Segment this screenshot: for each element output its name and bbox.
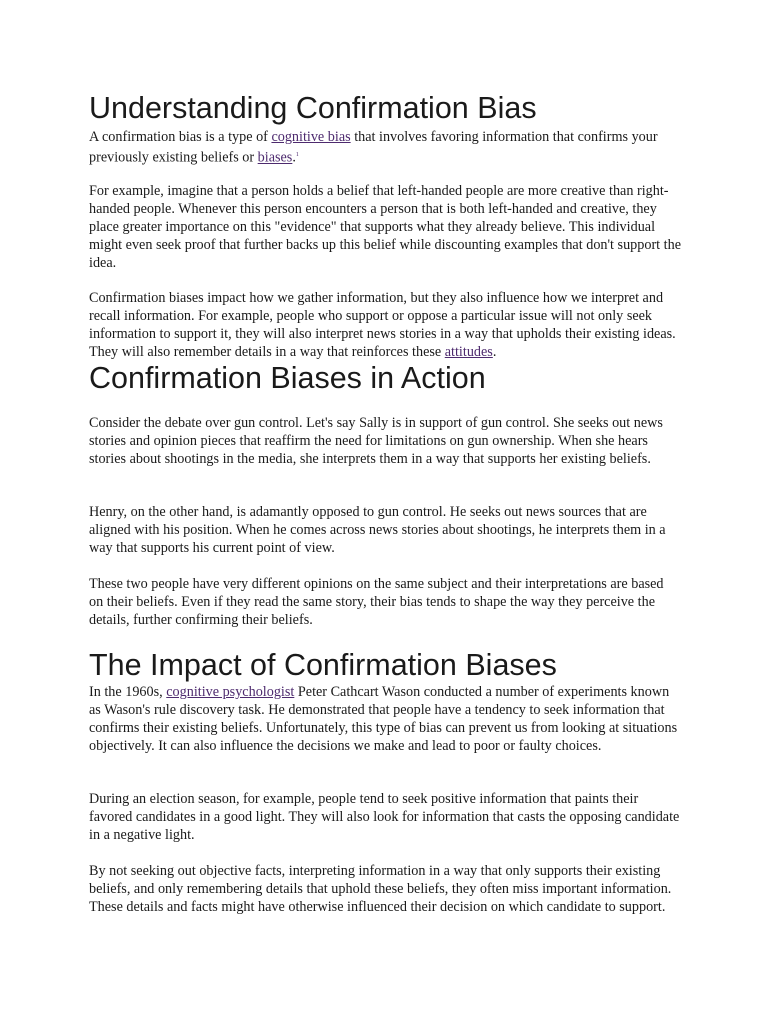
link-cognitive-psychologist[interactable]: cognitive psychologist — [166, 684, 295, 700]
heading-impact-of-confirmation-biases: The Impact of Confirmation Biases — [89, 648, 557, 682]
paragraph-text: that involves favoring information that confirms your previously existing beliefs or — [89, 129, 658, 166]
paragraph-wason-experiments — [89, 683, 681, 755]
paragraph-two-people: These two people have very different opinions on the same subject and their interpretations are based on their beliefs. Even if they read the same story, their bias tends to shape the way they perceive the details, further confirming their beliefs. — [89, 576, 664, 628]
link-biases[interactable]: biases — [257, 149, 293, 166]
heading-understanding-confirmation-bias: Understanding Confirmation Bias — [89, 91, 537, 125]
paragraph-henry-example: Henry, on the other hand, is adamantly opposed to gun control. He seeks out news sources that are aligned with his position. When he comes across news stories about shootings, he interprets them in a way that supports his current point of view. — [89, 504, 666, 556]
paragraph-text: . — [492, 344, 497, 360]
paragraph-text: . — [292, 149, 296, 166]
paragraph-text: A confirmation bias is a type of — [89, 129, 272, 145]
paragraph-example-left-handed: For example, imagine that a person holds a belief that left-handed people are more creative than right-handed people. Whenever this person encounters a person that is both left-handed and creative, they place greater importance on this "evidence" that supports what they already believe. This individual might even seek proof that further backs up this belief while discounting examples that don't support the idea. — [89, 183, 681, 271]
link-attitudes[interactable]: attitudes — [444, 344, 493, 360]
paragraph-sally-example: Consider the debate over gun control. Let's say Sally is in support of gun control. She seeks out news stories and opinion pieces that reaffirm the need for limitations on gun ownership. When she hears stories about shootings in the media, she interprets them in a way that supports her existing beliefs. — [89, 415, 663, 467]
paragraph-definition — [89, 128, 681, 167]
paragraph-text: Confirmation biases impact how we gather information, but they also influence how we interpret and recall information. For example, people who support or oppose a particular issue will not only seek information to support it, they will also interpret news stories in a way that upholds their existing ideas. They will also remember details in a way that reinforces these — [89, 290, 676, 360]
paragraph-election-season: During an election season, for example, people tend to seek positive information that paints their favored candidates in a good light. They will also look for information that casts the opposing candidate in a negative light. — [89, 791, 680, 843]
footnote-marker[interactable]: 1 — [295, 152, 299, 158]
paragraph-text: In the 1960s, — [89, 684, 167, 700]
paragraph-impact-on-information — [89, 289, 681, 361]
paragraph-text: Peter Cathcart Wason conducted a number of experiments known as Wason's rule discovery task. He demonstrated that people have a tendency to seek information that confirms their existing beliefs. Unfortunately, this type of bias can prevent us from looking at situations objectively. It can also influence the decisions we make and lead to poor or faulty choices. — [89, 684, 678, 754]
link-cognitive-bias[interactable]: cognitive bias — [271, 129, 351, 145]
paragraph-objective-facts: By not seeking out objective facts, interpreting information in a way that only supports their existing beliefs, and only remembering details that uphold these beliefs, they often miss important information. These details and facts might have otherwise influenced their decision on which candidate to support. — [89, 863, 672, 915]
heading-confirmation-biases-in-action: Confirmation Biases in Action — [89, 361, 486, 395]
